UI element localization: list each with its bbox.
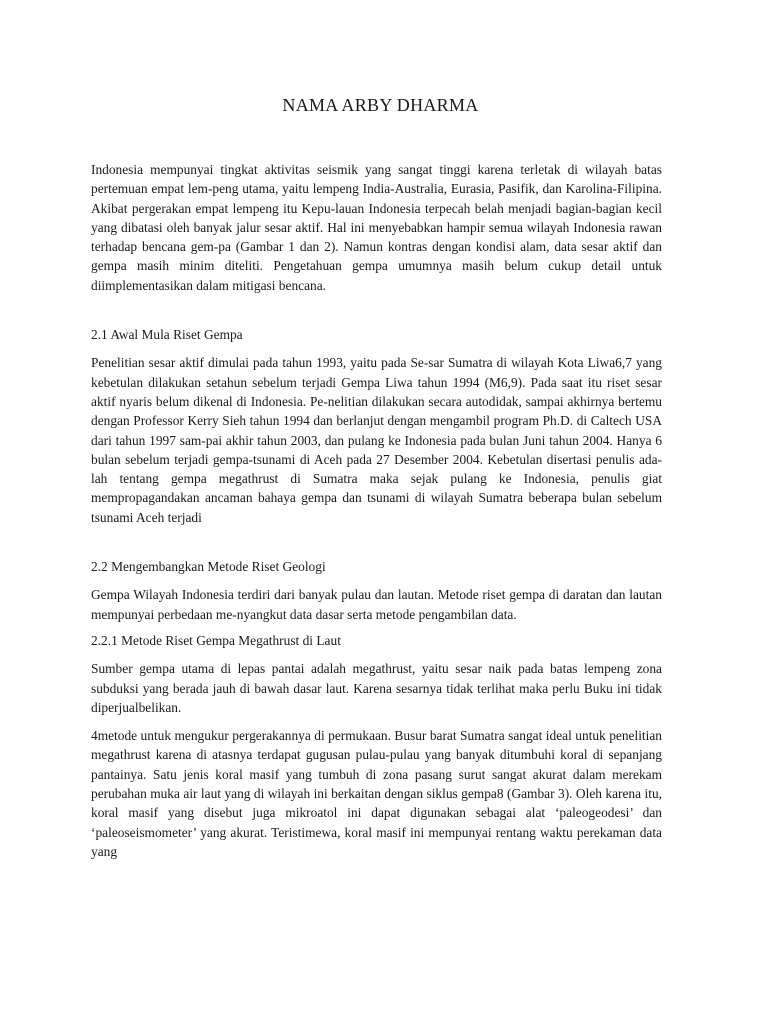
intro-paragraph: Indonesia mempunyai tingkat aktivitas seismik yang sangat tinggi karena terletak di wilayah batas pertemuan empat lem-peng utama, yaitu lempeng India-Australia, Eurasia, Pasifik, dan Karolina-Filipina. Akibat pergerakan empat lempeng itu Kepu-lauan Indonesia terpecah belah menjadi bagian-bagian kecil yang dibatasi oleh banyak jalur sesar aktif. Hal ini menyebabkan hampir semua wilayah Indonesia rawan terhadap bencana gem-pa (Gambar 1 dan 2). Namun kontras dengan kondisi alam, data sesar aktif dan gempa masih minim diteliti. Pengetahuan gempa umumnya masih belum cukup detail untuk diimplementasikan dalam mitigasi bencana. bbox=[91, 162, 662, 293]
document-title: NAMA ARBY DHARMA bbox=[282, 95, 479, 115]
section-2-2-1-heading: 2.2.1 Metode Riset Gempa Megathrust di Laut bbox=[91, 632, 341, 648]
section-2-2-body: Gempa Wilayah Indonesia terdiri dari banyak pulau dan lautan. Metode riset gempa di daratan dan lautan mempunyai perbedaan me-nyangkut data dasar serta metode pengambilan data. bbox=[91, 587, 662, 622]
section-2-1-body: Penelitian sesar aktif dimulai pada tahun 1993, yaitu pada Se-sar Sumatra di wilayah Kota Liwa6,7 yang kebetulan dilakukan setahun sebelum terjadi Gempa Liwa tahun 1994 (M6,9). Pada saat itu riset sesar aktif nyaris belum dikenal di Indonesia. Pe-nelitian dilakukan secara autodidak, sampai akhirnya bertemu dengan Professor Kerry Sieh tahun 1994 dan berlanjut dengan mengambil program Ph.D. di Caltech USA dari tahun 1997 sam-pai akhir tahun 2003, dan pulang ke Indonesia pada bulan Juni tahun 2004. Hanya 6 bulan sebelum terjadi gempa-tsunami di Aceh pada 27 Desember 2004. Kebetulan disertasi penulis ada-lah tentang gempa megathrust di Sumatra maka sejak pulang ke Indonesia, penulis giat mempropagandakan ancaman bahaya gempa dan tsunami di wilayah Sumatra beberapa bulan sebelum tsunami Aceh terjadi bbox=[91, 355, 662, 525]
section-2-2-1-body-1: Sumber gempa utama di lepas pantai adalah megathrust, yaitu sesar naik pada batas lempeng zona subduksi yang berada jauh di bawah dasar laut. Karena sesarnya tidak terlihat maka perlu Buku ini tidak diperjualbelikan. bbox=[91, 661, 662, 715]
section-2-2-heading: 2.2 Mengembangkan Metode Riset Geologi bbox=[91, 559, 326, 575]
section-2-2-1-body-2: 4metode untuk mengukur pergerakannya di permukaan. Busur barat Sumatra sangat ideal untuk penelitian megathrust karena di atasnya terdapat gugusan pulau-pulau yang banyak ditumbuhi koral di sepanjang pantainya. Satu jenis koral masif yang tumbuh di zona pasang surut sangat akurat dalam merekam perubahan muka air laut yang di wilayah ini berkaitan dengan siklus gempa8 (Gambar 3). Oleh karena itu, koral masif yang disebut juga mikroatol ini dapat digunakan sebagai alat ‘paleogeodesi’ dan ‘paleoseismometer’ yang akurat. Teristimewa, koral masif ini mempunyai rentang waktu perekaman data yang bbox=[91, 728, 662, 859]
section-2-1-heading: 2.1 Awal Mula Riset Gempa bbox=[91, 327, 243, 343]
